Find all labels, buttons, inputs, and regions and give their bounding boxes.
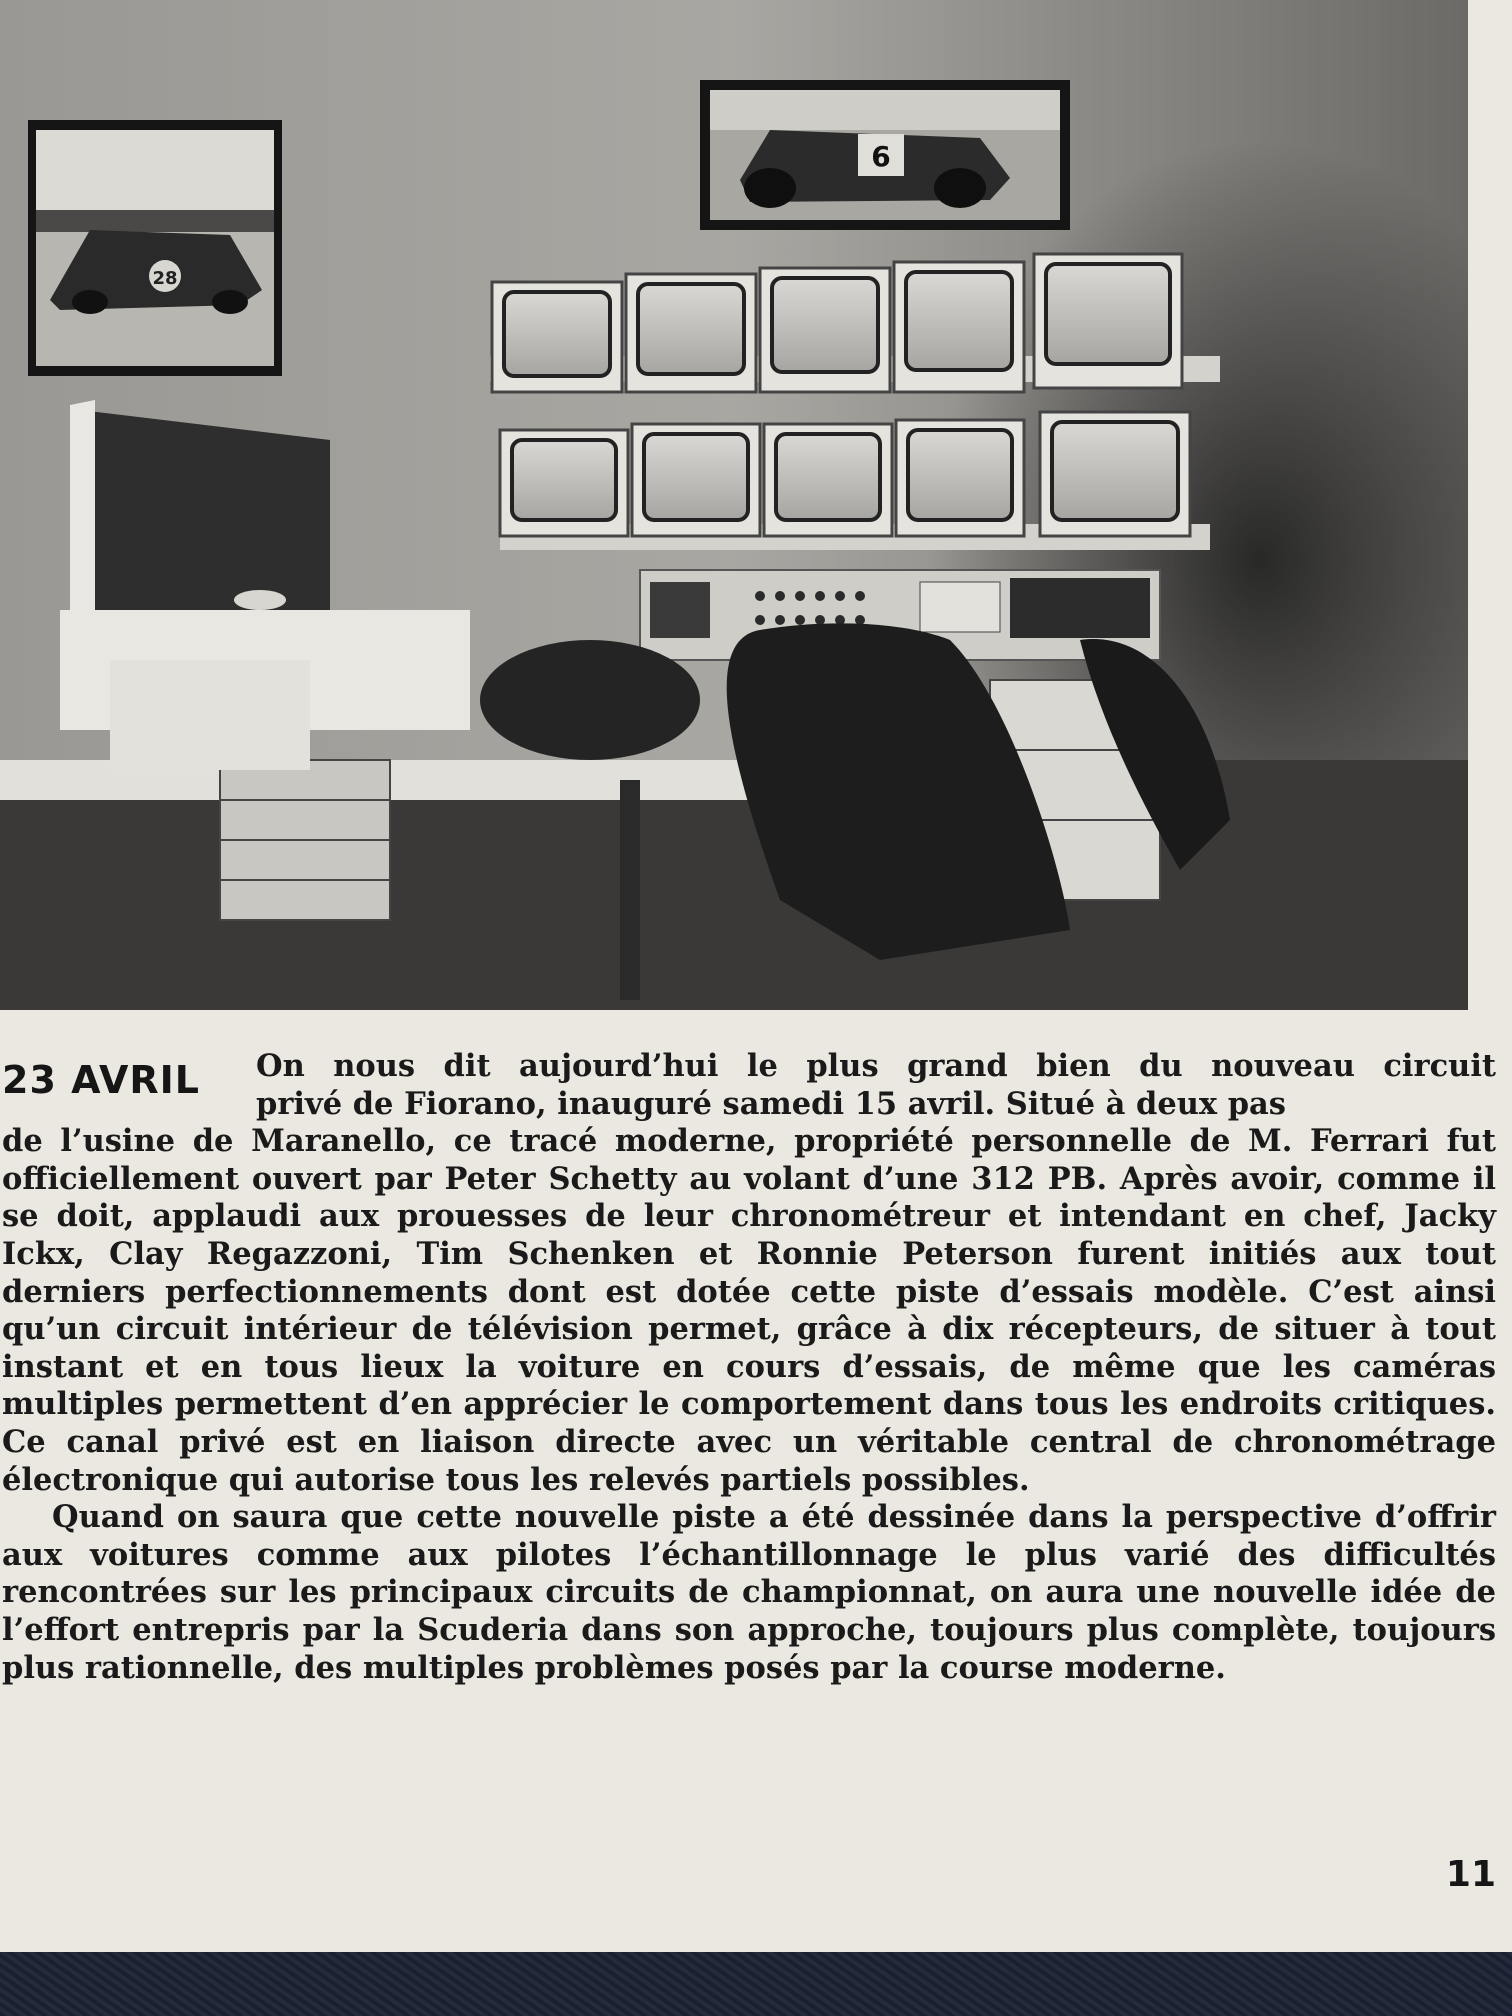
- background-fabric: [0, 1952, 1512, 2016]
- monitor: [626, 274, 756, 392]
- article-date: 23 AVRIL: [2, 1058, 200, 1102]
- paragraph-1-lead: On nous dit aujourd’hui le plus grand bien du nouveau circuit: [256, 1048, 1496, 1084]
- monitor: [764, 424, 892, 536]
- paragraph-1-rest: de l’usine de Maranello, ce tracé moderne, propriété personnelle de M. Ferrari fut officiellement ouvert par Peter Schetty au volant d’une 312 PB. Après avoir, comme il se doit, applaudi aux prouesses de leur chronométreur et intendant en chef, Jacky Ickx, Clay Regazzoni, Tim Schenken et Ronnie Peterson furent initiés aux tout derniers perfectionnements dont est dotée cette piste d’essais modèle. C’est ainsi qu’un circuit intérieur de télévision permet, grâce à dix récepteurs, de situer à tout instant et en tous lieux la voiture en cours d’essais, de même que les caméras multiples permettent d’en apprécier le comportement dans tous les endroits critiques. Ce canal privé est en liaison directe avec un véritable central de chronométrage électronique qui autorise tous les relevés partiels possibles.: [2, 1123, 1496, 1498]
- monitor: [760, 268, 890, 392]
- framed-race-photo-left: [28, 120, 282, 376]
- article-paragraph-1: [2, 1048, 1496, 1499]
- article-body: [2, 1048, 1496, 1687]
- monitor: [896, 420, 1024, 536]
- monitor: [632, 424, 760, 536]
- car-number-left: 28: [152, 268, 178, 289]
- monitor: [500, 430, 628, 536]
- monitor: [894, 262, 1024, 392]
- car-number-right: 6: [871, 140, 891, 173]
- framed-race-photo-right: [700, 80, 1070, 230]
- control-room-photo: [0, 0, 1468, 1010]
- article-paragraph-2: Quand on saura que cette nouvelle piste a été dessinée dans la perspective d’offrir aux voitures comme aux pilotes l’échantillonnage le plus varié des difficultés rencontrées sur les principaux circuits de championnat, on aura une nouvelle idée de l’effort entrepris par la Scuderia dans son approche, toujours plus complète, toujours plus rationnelle, des multiples problèmes posés par la course moderne.: [2, 1499, 1496, 1686]
- monitor: [1034, 254, 1182, 388]
- monitor: [1040, 412, 1190, 536]
- paragraph-1-lead-2: privé de Fiorano, inauguré samedi 15 avril. Situé à deux pas: [256, 1085, 1286, 1122]
- page-number: 11: [1445, 1854, 1496, 1895]
- monitor: [492, 282, 622, 392]
